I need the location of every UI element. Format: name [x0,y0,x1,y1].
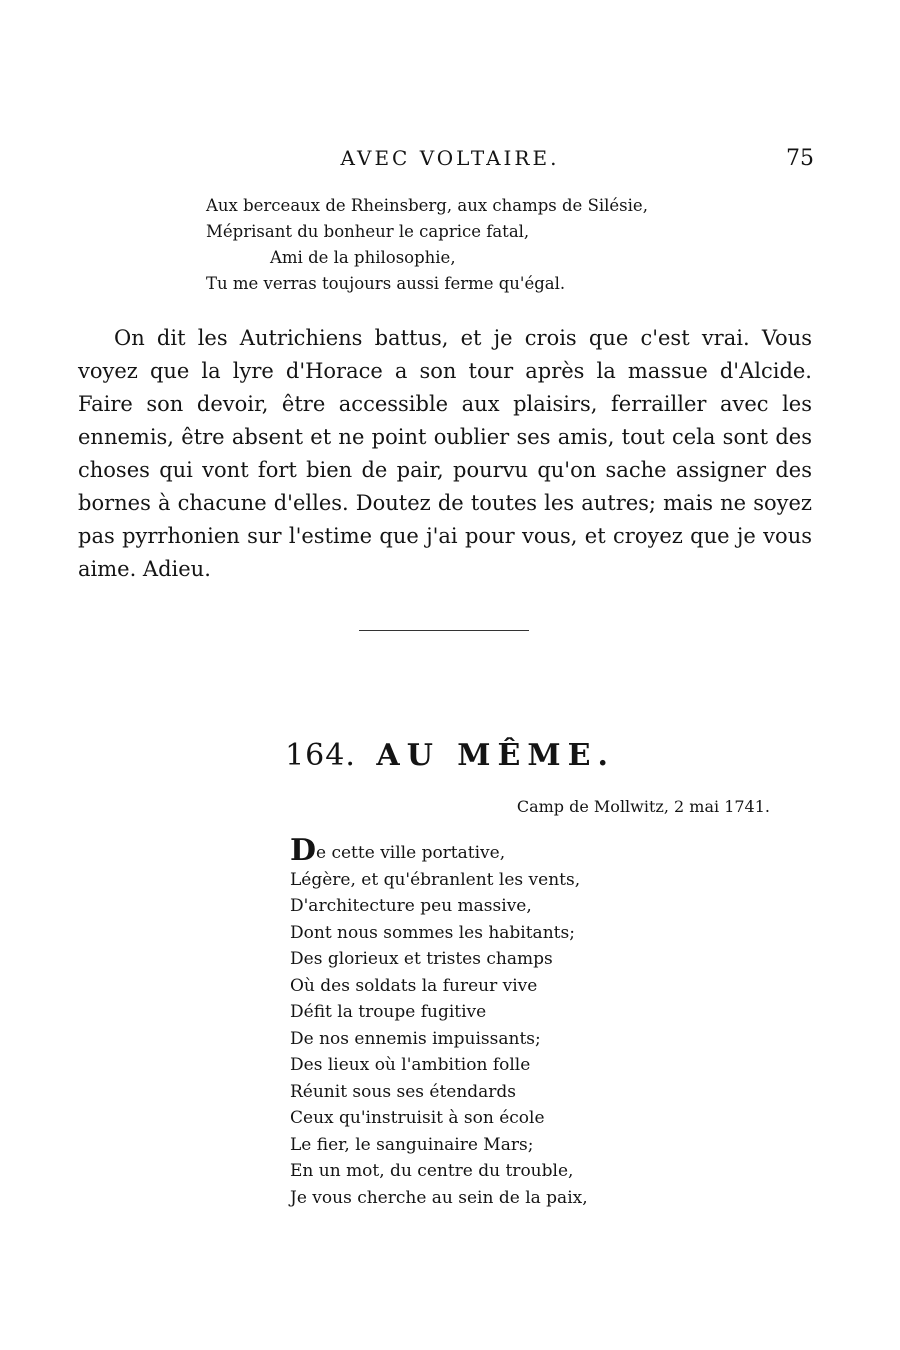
verse-line: Méprisant du bonheur le caprice fatal, [206,222,530,241]
verse-line: Le fier, le sanguinaire Mars; [290,1134,534,1155]
letter-heading [0,738,900,773]
verse-line: Réunit sous ses étendards [290,1081,517,1102]
drop-cap: D [290,833,317,868]
letter-dateline: Camp de Mollwitz, 2 mai 1741. [516,797,770,816]
verse-line: Dont nous sommes les habitants; [290,922,575,943]
letter-number: 164. [285,738,356,773]
verse-line: Ami de la philosophie, [270,248,456,267]
verse-line: Ceux qu'instruisit à son école [290,1108,545,1128]
verse-line: Des glorieux et tristes champs [290,949,553,969]
prose-paragraph: On dit les Autrichiens battus, et je crois que c'est vrai. Vous voyez que la lyre d'Horace a son tour après la massue d'Alcide. Faire son devoir, être accessible aux plaisirs, ferrailler avec les ennemis, être absent et ne point oublier ses amis, tout cela sont des choses qui vont fort bien de pair, pourvu qu'on sache assigner des bornes à chacune d'elles. Doutez de toutes les autres; mais ne soyez pas pyrrhonien sur l'estime que j'ai pour vous, et croyez que je vous aime. Adieu. [78,326,812,581]
verse-line: Où des soldats la fureur vive [290,975,538,996]
verse-line: Légère, et qu'ébranlent les vents, [290,869,581,890]
first-line-text: e cette ville portative, [316,843,506,863]
verse-stanza-top [206,193,726,297]
running-title: AVEC VOLTAIRE. [340,146,560,170]
verse-line: D'architecture peu massive, [290,896,532,916]
verse-line: De nos ennemis impuissants; [290,1028,541,1049]
verse-line-first [290,833,710,868]
verse-poem [290,833,710,1211]
verse-line: En un mot, du centre du trouble, [290,1161,574,1181]
verse-line: Tu me verras toujours aussi ferme qu'égal. [206,274,566,293]
verse-line: Défit la troupe fugitive [290,1002,487,1022]
section-divider [359,630,529,631]
letter-title: AU MÊME. [376,738,615,773]
page-number: 75 [786,146,814,171]
verse-line: Je vous cherche au sein de la paix, [290,1187,588,1208]
verse-line: Des lieux où l'ambition folle [290,1055,531,1075]
verse-line: Aux berceaux de Rheinsberg, aux champs de Silésie, [206,196,648,215]
